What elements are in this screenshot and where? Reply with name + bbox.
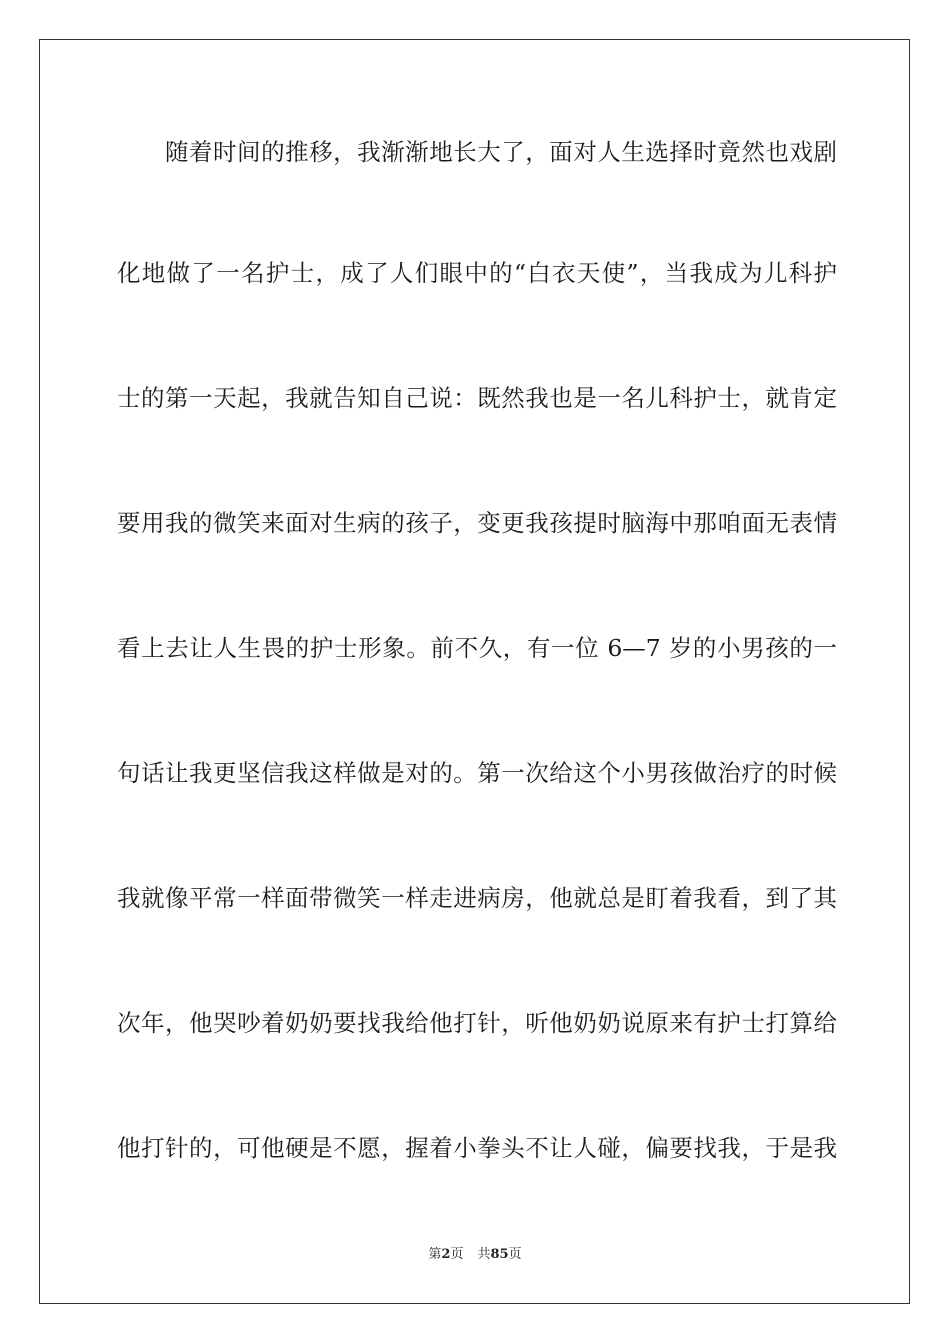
page-border: [39, 39, 910, 1304]
page-prefix: 第: [428, 1247, 442, 1262]
page-suffix: 页: [450, 1247, 464, 1262]
page-footer: [0, 1246, 950, 1264]
total-suffix: 页: [508, 1247, 522, 1262]
paragraph-line: 随着时间的推移，我渐渐地长大了，面对人生选择时竟然也戏剧: [165, 138, 837, 166]
page-number: 2: [441, 1247, 451, 1262]
paragraph-line: 要用我的微笑来面对生病的孩子，变更我孩提时脑海中那咱面无表情: [117, 509, 837, 537]
paragraph-line: 次年，他哭吵着奶奶要找我给他打针，听他奶奶说原来有护士打算给: [117, 1009, 837, 1037]
paragraph-line: 看上去让人生畏的护士形象。前不久，有一位 6—7 岁的小男孩的一: [117, 634, 837, 662]
paragraph-line: 我就像平常一样面带微笑一样走进病房，他就总是盯着我看，到了其: [117, 884, 837, 912]
paragraph-line: 士的第一天起，我就告知自己说：既然我也是一名儿科护士，就肯定: [117, 384, 837, 412]
total-pages: 85: [490, 1247, 509, 1262]
paragraph-line: 他打针的，可他硬是不愿，握着小拳头不让人碰，偏要找我，于是我: [117, 1134, 837, 1162]
paragraph-line: 句话让我更坚信我这样做是对的。第一次给这个小男孩做治疗的时候: [117, 759, 837, 787]
paragraph-line: 化地做了一名护士，成了人们眼中的“白衣天使”，当我成为儿科护: [117, 259, 837, 287]
total-prefix: 共: [477, 1247, 491, 1262]
